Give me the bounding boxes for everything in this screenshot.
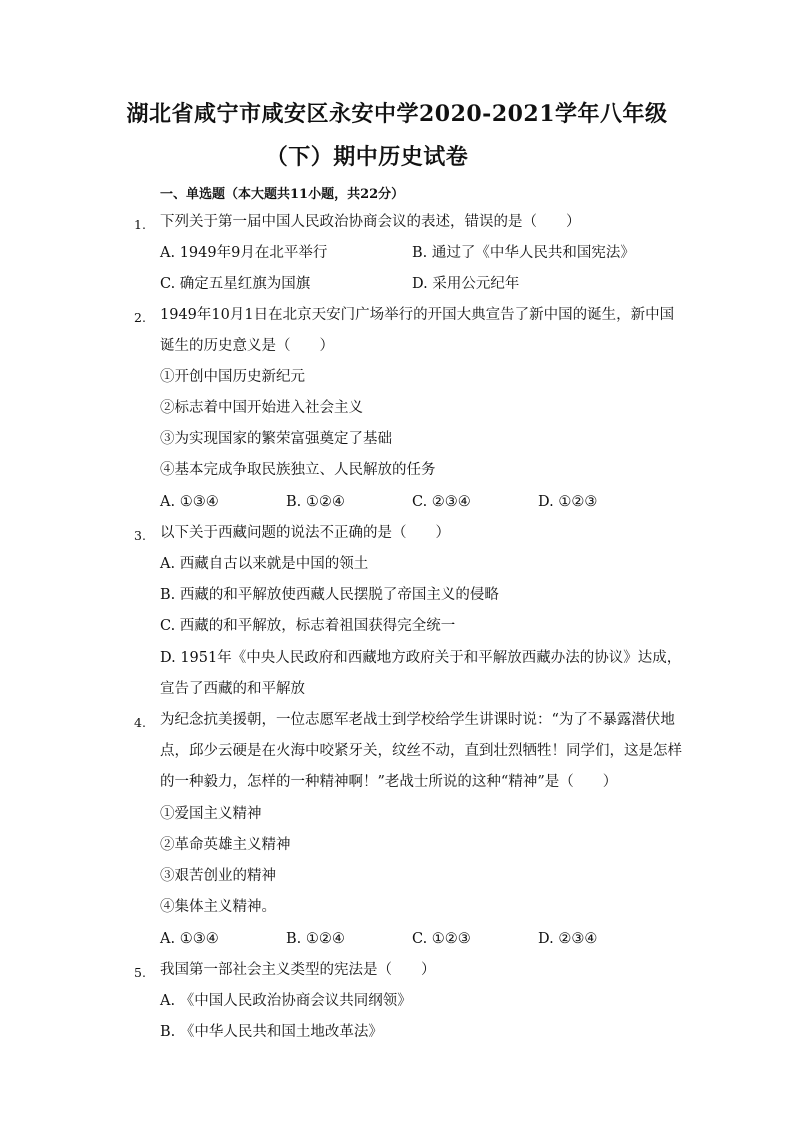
option-a: A. 《中国人民政治协商会议共同纲领》 [160, 993, 412, 1009]
option-a: A. ①③④ [160, 494, 219, 510]
option-a: A. 1949年9月在北平举行 [160, 245, 328, 261]
question-number: 4. [134, 715, 146, 730]
statement-item: ②标志着中国开始进入社会主义 [160, 400, 363, 416]
option-d: D. 1951年《中央人民政府和西藏地方政府关于和平解放西藏办法的协议》达成， [160, 650, 682, 666]
question-stem: 1949年10月1日在北京天安门广场举行的开国大典宣告了新中国的诞生，新中国 [160, 307, 675, 323]
question-stem: 点，邱少云硬是在火海中咬紧牙关，纹丝不动，直到壮烈牺牲！同学们，这是怎样 [160, 743, 682, 759]
statement-item: ②革命英雄主义精神 [160, 837, 291, 853]
option-b: B. 西藏的和平解放使西藏人民摆脱了帝国主义的侵略 [160, 587, 499, 603]
question-number: 1. [134, 217, 146, 232]
option-d: D. 采用公元纪年 [412, 276, 520, 292]
option-b: B. ①②④ [286, 494, 345, 510]
question-stem: 以下关于西藏问题的说法不正确的是（ ） [160, 525, 450, 541]
exam-title-line-2: （下）期中历史试卷 [265, 144, 469, 170]
statement-item: ③艰苦创业的精神 [160, 868, 276, 884]
question-stem: 的一种毅力，怎样的一种精神啊！”老战士所说的这种“精神”是（ ） [160, 774, 618, 790]
option-c: C. 确定五星红旗为国旗 [160, 276, 311, 292]
statement-item: ④集体主义精神。 [160, 899, 276, 915]
section-heading: 一、单选题（本大题共11小题，共22分） [160, 187, 405, 202]
option-d: D. ①②③ [538, 494, 598, 510]
question-stem: 为纪念抗美援朝，一位志愿军老战士到学校给学生讲课时说：“为了不暴露潜伏地 [160, 712, 675, 728]
option-b: B. 《中华人民共和国土地改革法》 [160, 1024, 383, 1040]
option-d: D. ②③④ [538, 931, 598, 947]
statement-item: ④基本完成争取民族独立、人民解放的任务 [160, 462, 436, 478]
statement-item: ①开创中国历史新纪元 [160, 369, 305, 385]
question-number: 3. [134, 528, 146, 543]
statement-item: ③为实现国家的繁荣富强奠定了基础 [160, 431, 392, 447]
exam-title-line-1: 湖北省咸宁市咸安区永安中学2020-2021学年八年级 [126, 101, 668, 127]
option-a: A. ①③④ [160, 931, 219, 947]
statement-item: ①爱国主义精神 [160, 806, 262, 822]
option-d-continued: 宣告了西藏的和平解放 [160, 681, 305, 697]
question-stem: 我国第一部社会主义类型的宪法是（ ） [160, 962, 436, 978]
question-stem: 下列关于第一届中国人民政治协商会议的表述，错误的是（ ） [160, 214, 581, 230]
option-c: C. ①②③ [412, 931, 471, 947]
option-b: B. ①②④ [286, 931, 345, 947]
question-number: 5. [134, 965, 146, 980]
question-number: 2. [134, 310, 146, 325]
option-c: C. 西藏的和平解放，标志着祖国获得完全统一 [160, 618, 456, 634]
question-stem: 诞生的历史意义是（ ） [160, 338, 334, 354]
option-a: A. 西藏自古以来就是中国的领土 [160, 556, 369, 572]
option-c: C. ②③④ [412, 494, 471, 510]
option-b: B. 通过了《中华人民共和国宪法》 [412, 245, 635, 261]
